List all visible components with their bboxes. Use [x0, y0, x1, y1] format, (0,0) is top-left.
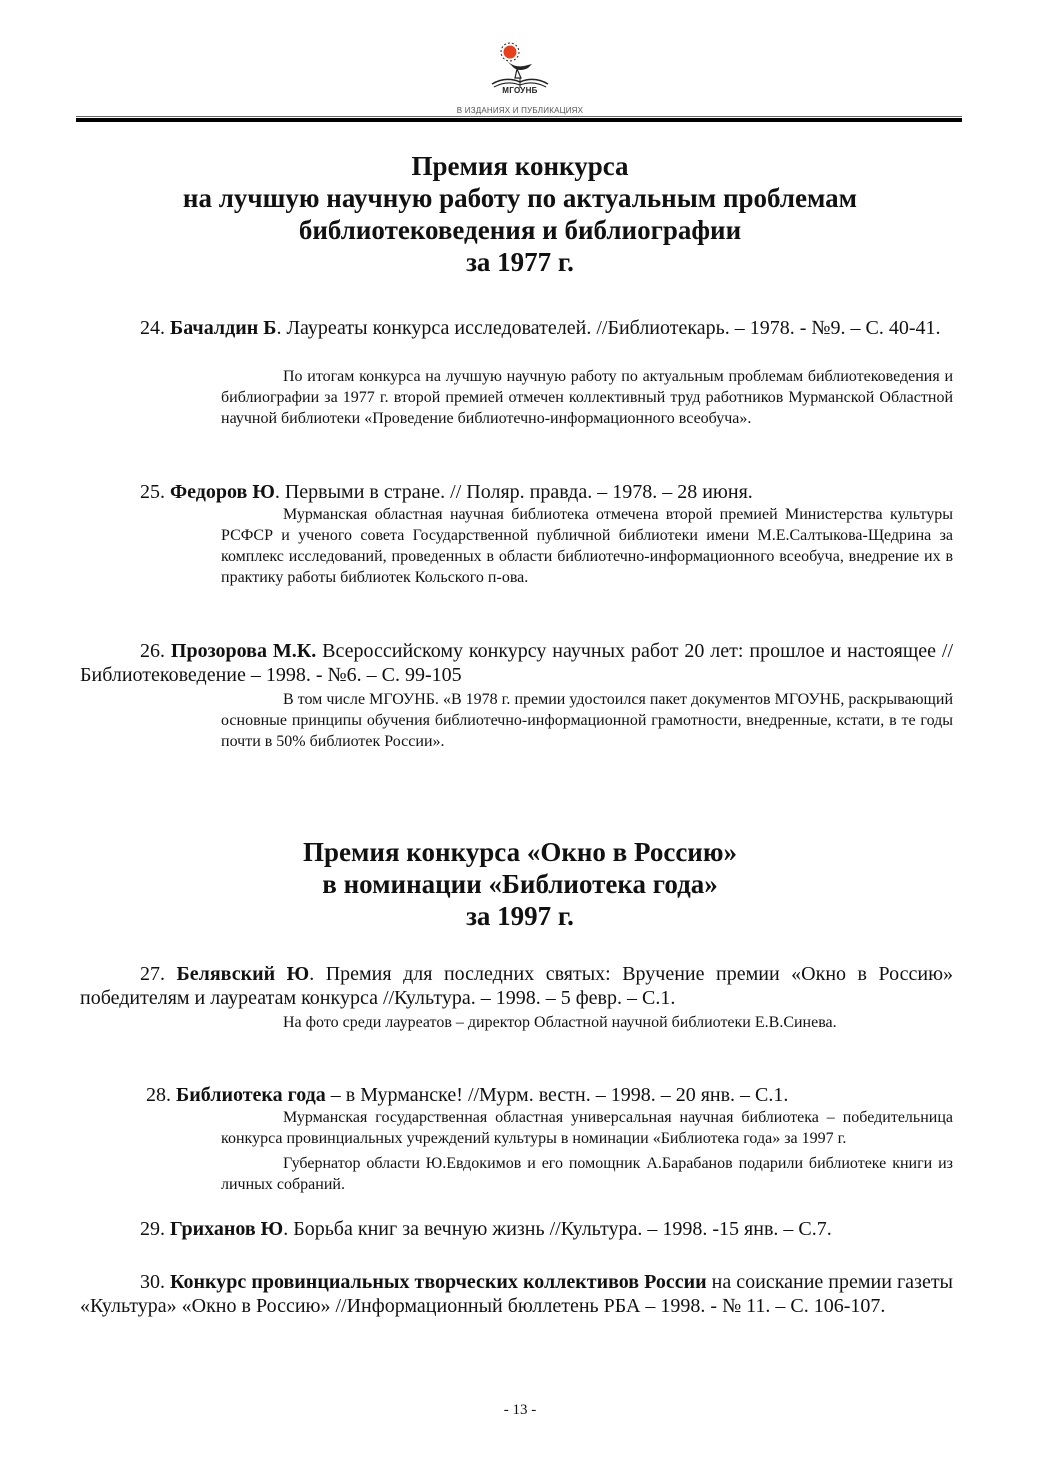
entry-author: Федоров Ю — [170, 481, 275, 503]
entry-author: Гриханов Ю — [170, 1218, 284, 1240]
entry-citation: . Борьба книг за вечную жизнь //Культура. – 1998. -15 янв. – С.7. — [283, 1218, 832, 1240]
entry-citation: на соискание премии газеты «Культура» «Окно в Россию» //Информационный бюллетень РБА – 1998. - № 11. – С. 106-107. — [80, 1271, 953, 1317]
bibliography-entry-26 — [80, 639, 953, 687]
bibliography-entry-28 — [80, 1083, 953, 1107]
annotation-paragraph: Губернатор области Ю.Евдокимов и его помощник А.Барабанов подарили библиотеке книги из личных собраний. — [221, 1155, 953, 1193]
entry-number: 28. — [146, 1084, 171, 1106]
section-title-line: в номинации «Библиотека года» — [322, 869, 718, 899]
entry-number: 26. — [140, 640, 165, 662]
entry-annotation-25 — [221, 504, 953, 588]
annotation-paragraph: Мурманская государственная областная универсальная научная библиотека – победительница конкурса провинциальных учреждений культуры в номинации «Библиотека года» за 1997 г. — [221, 1109, 953, 1147]
section-title-1977 — [0, 150, 1040, 278]
entry-annotation-28 — [221, 1107, 953, 1195]
entry-annotation-26 — [221, 689, 953, 752]
entry-author: Конкурс провинциальных творческих коллективов России — [170, 1271, 707, 1293]
entry-citation: . Премия для последних святых: Вручение премии «Окно в Россию» победителям и лауреатам конкурса //Культура. – 1998. – 5 февр. – С.1. — [80, 963, 954, 1009]
entry-citation: . Лауреаты конкурса исследователей. //Библиотекарь. – 1978. - №9. – С. 40-41. — [276, 317, 941, 339]
bibliography-entry-24 — [80, 316, 953, 340]
entry-citation: – в Мурманске! //Мурм. вестн. – 1998. – 20 янв. – С.1. — [325, 1084, 789, 1106]
entry-number: 30. — [140, 1271, 165, 1293]
section-title-line: библиотековедения и библиографии — [298, 215, 742, 245]
bibliography-entry-25 — [80, 480, 953, 504]
bibliography-entry-27 — [80, 962, 953, 1010]
entry-author: Бачалдин Б — [170, 317, 277, 339]
section-title-1997 — [0, 836, 1040, 932]
page-header — [0, 0, 1040, 130]
section-title-line: на лучшую научную работу по актуальным проблемам — [182, 183, 858, 213]
entry-annotation-27 — [221, 1012, 953, 1033]
header-subtitle: В ИЗДАНИЯХ И ПУБЛИКАЦИЯХ — [456, 106, 584, 115]
entry-citation: . Первыми в стране. // Поляр. правда. – 1978. – 28 июня. — [274, 481, 753, 503]
entry-citation: Всероссийскому конкурсу научных работ 20 лет: прошлое и настоящее //Библиотековедение – 1998. - №6. – С. 99-105 — [80, 640, 954, 686]
entry-number: 29. — [140, 1218, 165, 1240]
logo-label: МГОУНБ — [502, 86, 538, 95]
header-rule-thick — [76, 118, 962, 122]
page-number: - 13 - — [503, 1402, 537, 1418]
annotation-paragraph: Мурманская областная научная библиотека отмечена второй премией Министерства культуры РСФСР и ученого совета Государственной публичной библиотеки имени М.Е.Салтыкова-Щедрина за комплекс исследований, проведенных в области библиотечно-информационного всеобуча, внедрение их в практику работы библиотек Кольского п-ова. — [221, 506, 953, 586]
section-title-line: за 1977 г. — [466, 247, 574, 277]
entry-author: Прозорова М.К. — [170, 640, 317, 662]
entry-author: Библиотека года — [176, 1084, 326, 1106]
annotation-paragraph: В том числе МГОУНБ. «В 1978 г. премии удостоился пакет документов МГОУНБ, раскрывающий основные принципы обучения библиотечно-информационной грамотности, внедренные, кстати, в те годы почти в 50% библиотек России». — [221, 691, 953, 750]
annotation-paragraph: По итогам конкурса на лучшую научную работу по актуальным проблемам библиотековедения и библиографии за 1977 г. второй премией отмечен коллективный труд работников Мурманской Областной научной библиотеки «Проведение библиотечно-информационного всеобуча». — [221, 368, 953, 427]
annotation-paragraph: На фото среди лауреатов – директор Областной научной библиотеки Е.В.Синева. — [283, 1014, 837, 1031]
entry-number: 24. — [140, 317, 165, 339]
entry-number: 27. — [140, 963, 165, 985]
entry-annotation-24 — [221, 366, 953, 429]
section-title-line: за 1997 г. — [466, 901, 574, 931]
header-rule-thin — [76, 116, 962, 117]
entry-number: 25. — [140, 481, 165, 503]
section-title-line: Премия конкурса — [411, 151, 629, 181]
entry-author: Белявский Ю — [176, 963, 310, 985]
bibliography-entry-30 — [80, 1270, 953, 1318]
section-title-line: Премия конкурса «Окно в Россию» — [303, 837, 737, 867]
bibliography-entry-29 — [80, 1217, 953, 1241]
